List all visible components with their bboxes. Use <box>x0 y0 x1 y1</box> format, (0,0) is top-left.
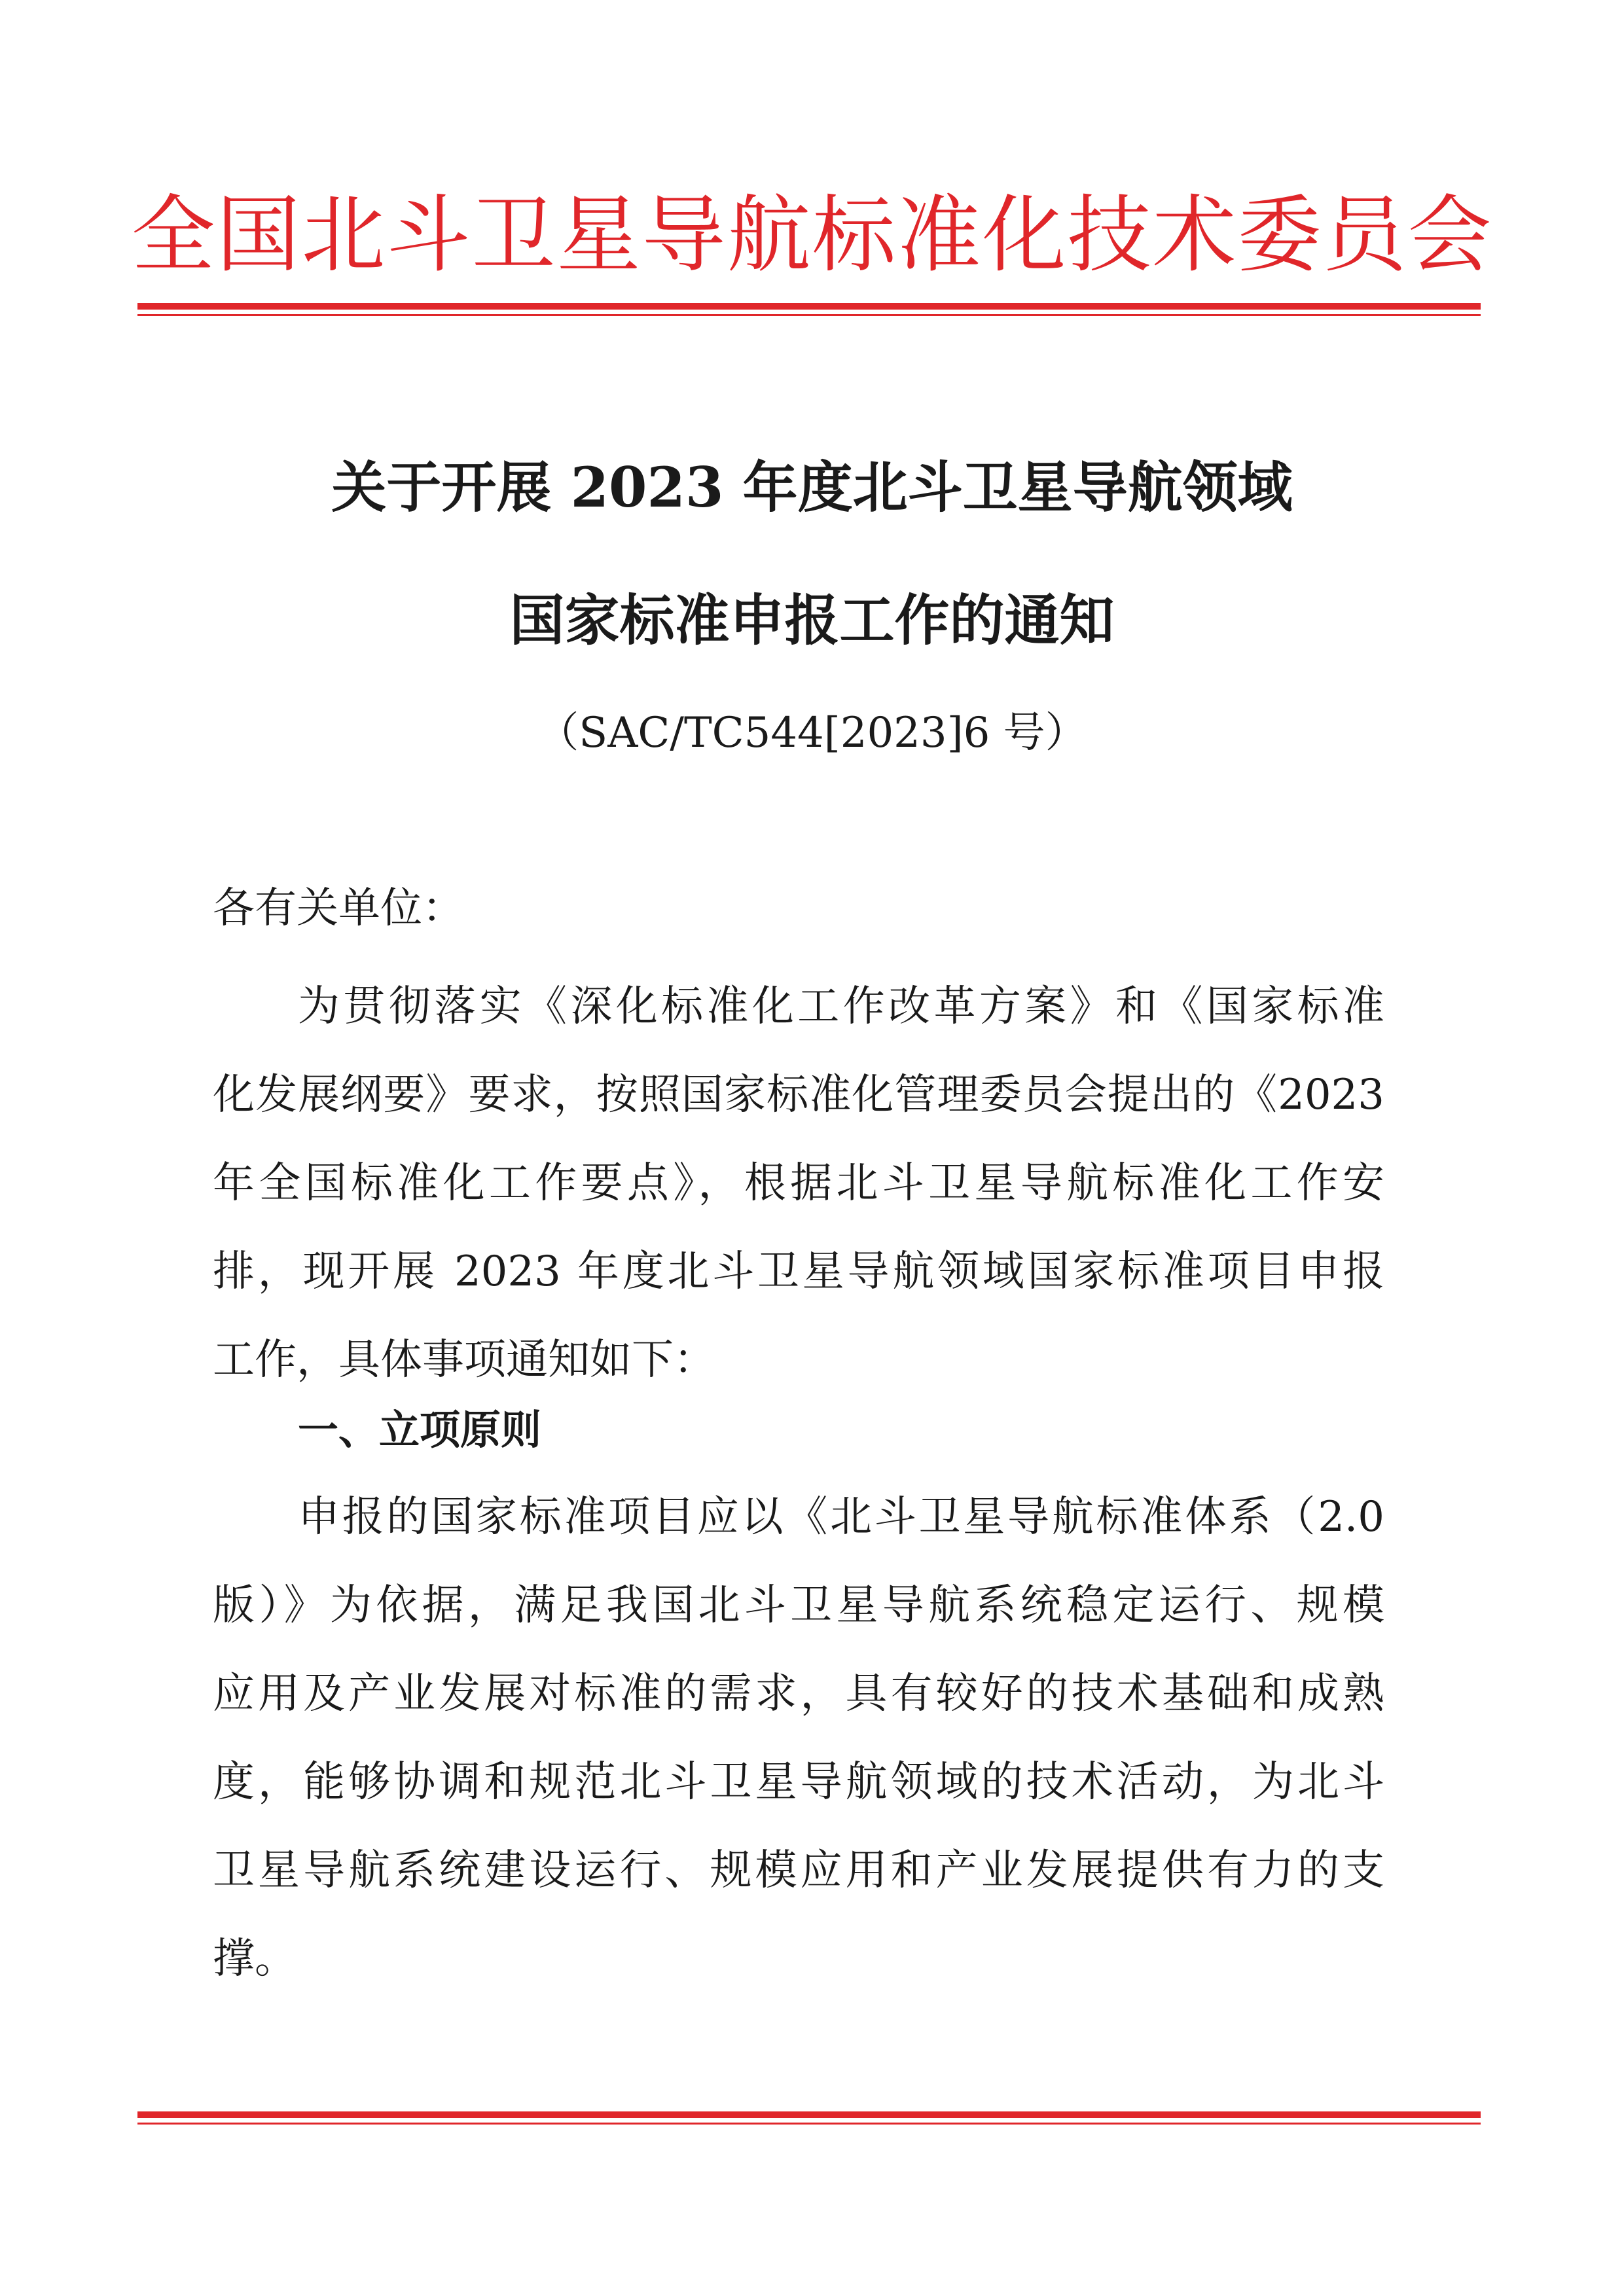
intro-line: 为贯彻落实《深化标准化工作改革方案》和《国家标准 <box>298 982 1384 1031</box>
intro-line: 年全国标准化工作要点》，根据北斗卫星导航标准化工作安 <box>213 1159 1384 1208</box>
section-line: 撑。 <box>213 1935 297 1983</box>
section-heading: 一、立项原则 <box>298 1406 542 1454</box>
intro-line: 工作，具体事项通知如下： <box>213 1336 715 1384</box>
footer-divider <box>137 2111 1481 2125</box>
intro-line: 排，现开展 2023 年度北斗卫星导航领域国家标准项目申报 <box>213 1247 1384 1296</box>
header-divider <box>137 303 1481 316</box>
salutation: 各有关单位： <box>213 884 464 933</box>
section-line: 度，能够协调和规范北斗卫星导航领域的技术活动，为北斗 <box>213 1758 1384 1806</box>
section-line: 卫星导航系统建设运行、规模应用和产业发展提供有力的支 <box>213 1846 1384 1895</box>
document-number: （SAC/TC544[2023]6 号） <box>537 709 1087 757</box>
section-line: 申报的国家标准项目应以《北斗卫星导航标准体系（2.0 <box>298 1493 1384 1541</box>
document-title-line-1: 关于开展 2023 年度北斗卫星导航领域 <box>331 455 1293 520</box>
section-line: 版）》为依据，满足我国北斗卫星导航系统稳定运行、规模 <box>213 1581 1384 1630</box>
section-line: 应用及产业发展对标准的需求，具有较好的技术基础和成熟 <box>213 1670 1384 1718</box>
organization-header: 全国北斗卫星导航标准化技术委员会 <box>131 187 1493 284</box>
document-title-line-2: 国家标准申报工作的通知 <box>509 588 1115 653</box>
intro-line: 化发展纲要》要求，按照国家标准化管理委员会提出的《2023 <box>213 1071 1384 1119</box>
